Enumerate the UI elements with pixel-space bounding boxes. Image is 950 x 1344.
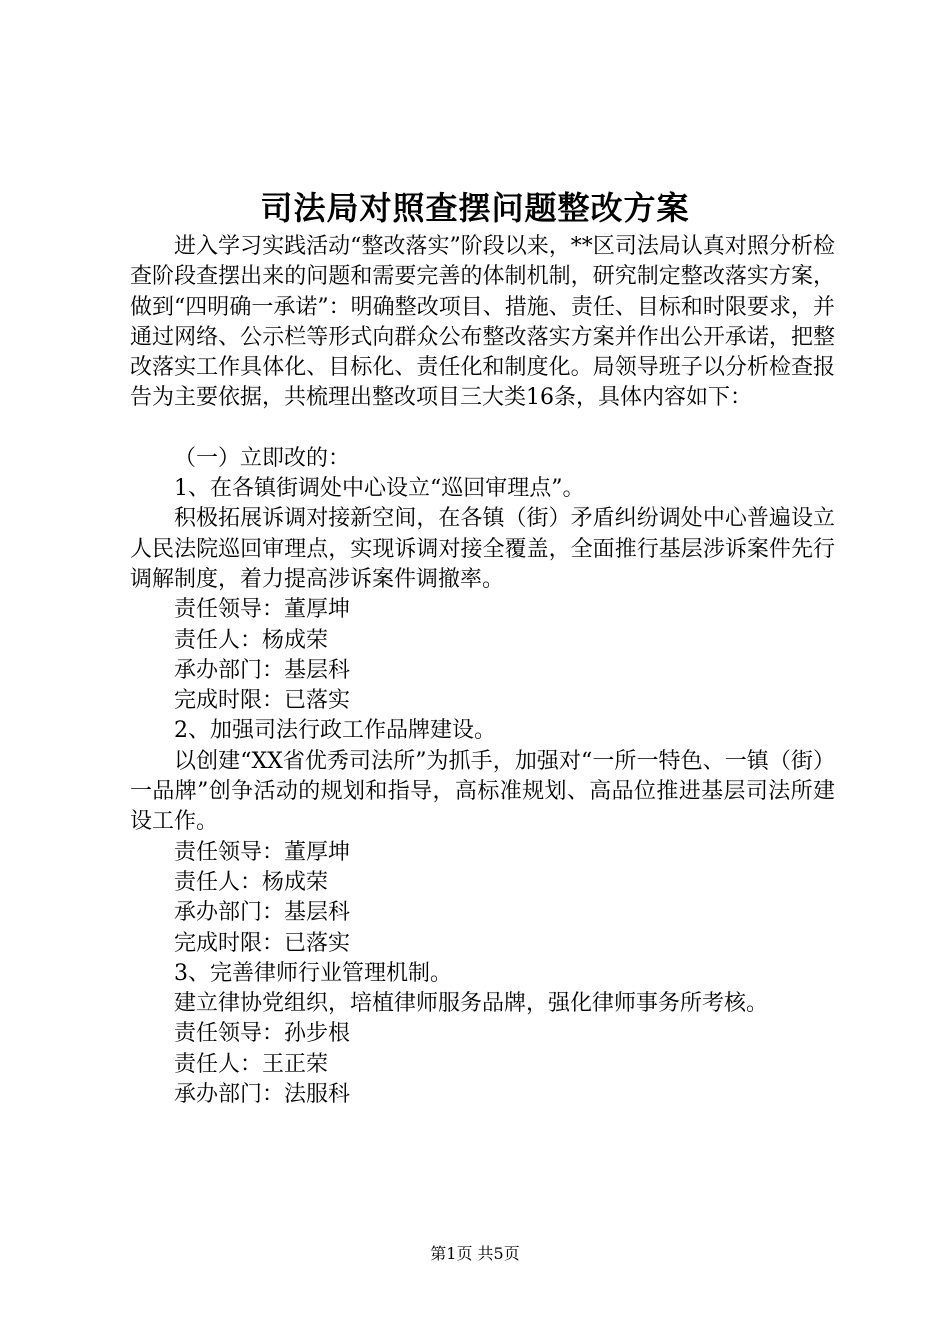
item-dept: 承办部门：基层科 [174,657,351,683]
item-deadline: 完成时限：已落实 [174,688,351,714]
page-footer: 第1页 共5页 [430,1244,520,1263]
document-title: 司法局对照查摆问题整改方案 [260,189,690,227]
item-person: 责任人：王正荣 [174,1051,329,1077]
item-body: 以创建“XX省优秀司法所”为抓手，加强对“一所一特色、一镇（街）一品牌”创争活动的规划和指导，高标准规划、高品位推进基层司法所建设工作。 [130,748,835,835]
item-dept: 承办部门：基层科 [174,900,351,926]
item-leader: 责任领导：董厚坤 [174,597,351,623]
item-person: 责任人：杨成荣 [174,627,329,653]
document-body [130,232,835,1110]
paragraph-gap [130,414,835,444]
section-heading: （一）立即改的： [174,445,351,471]
item-body: 积极拓展诉调对接新空间，在各镇（街）矛盾纠纷调处中心普遍设立人民法院巡回审理点，实现诉调对接全覆盖，全面推行基层涉诉案件先行调解制度，着力提高涉诉案件调撤率。 [130,506,835,592]
item-body: 建立律协党组织，培植律师服务品牌，强化律师事务所考核。 [174,991,769,1017]
item-heading: 2、加强司法行政工作品牌建设。 [174,718,496,744]
item-leader: 责任领导：孙步根 [174,1021,351,1047]
item-heading: 1、在各镇街调处中心设立“巡回审理点”。 [174,476,585,502]
item-heading: 3、完善律师行业管理机制。 [174,960,452,986]
item-person: 责任人：杨成荣 [174,869,329,895]
item-deadline: 完成时限：已落实 [174,930,351,956]
item-dept: 承办部门：法服科 [174,1082,351,1108]
item-leader: 责任领导：董厚坤 [174,839,351,865]
intro-paragraph: 进入学习实践活动“整改落实”阶段以来，**区司法局认真对照分析检查阶段查摆出来的问题和需要完善的体制机制，研究制定整改落实方案，做到“四明确一承诺”：明确整改项目、措施、责任、目标和时限要求，并通过网络、公示栏等形式向群众公布整改落实方案并作出公开承诺，把整改落实工作具体化、目标化、责任化和制度化。局领导班子以分析检查报告为主要依据，共梳理出整改项目三大类16条，具体内容如下： [130,234,835,411]
